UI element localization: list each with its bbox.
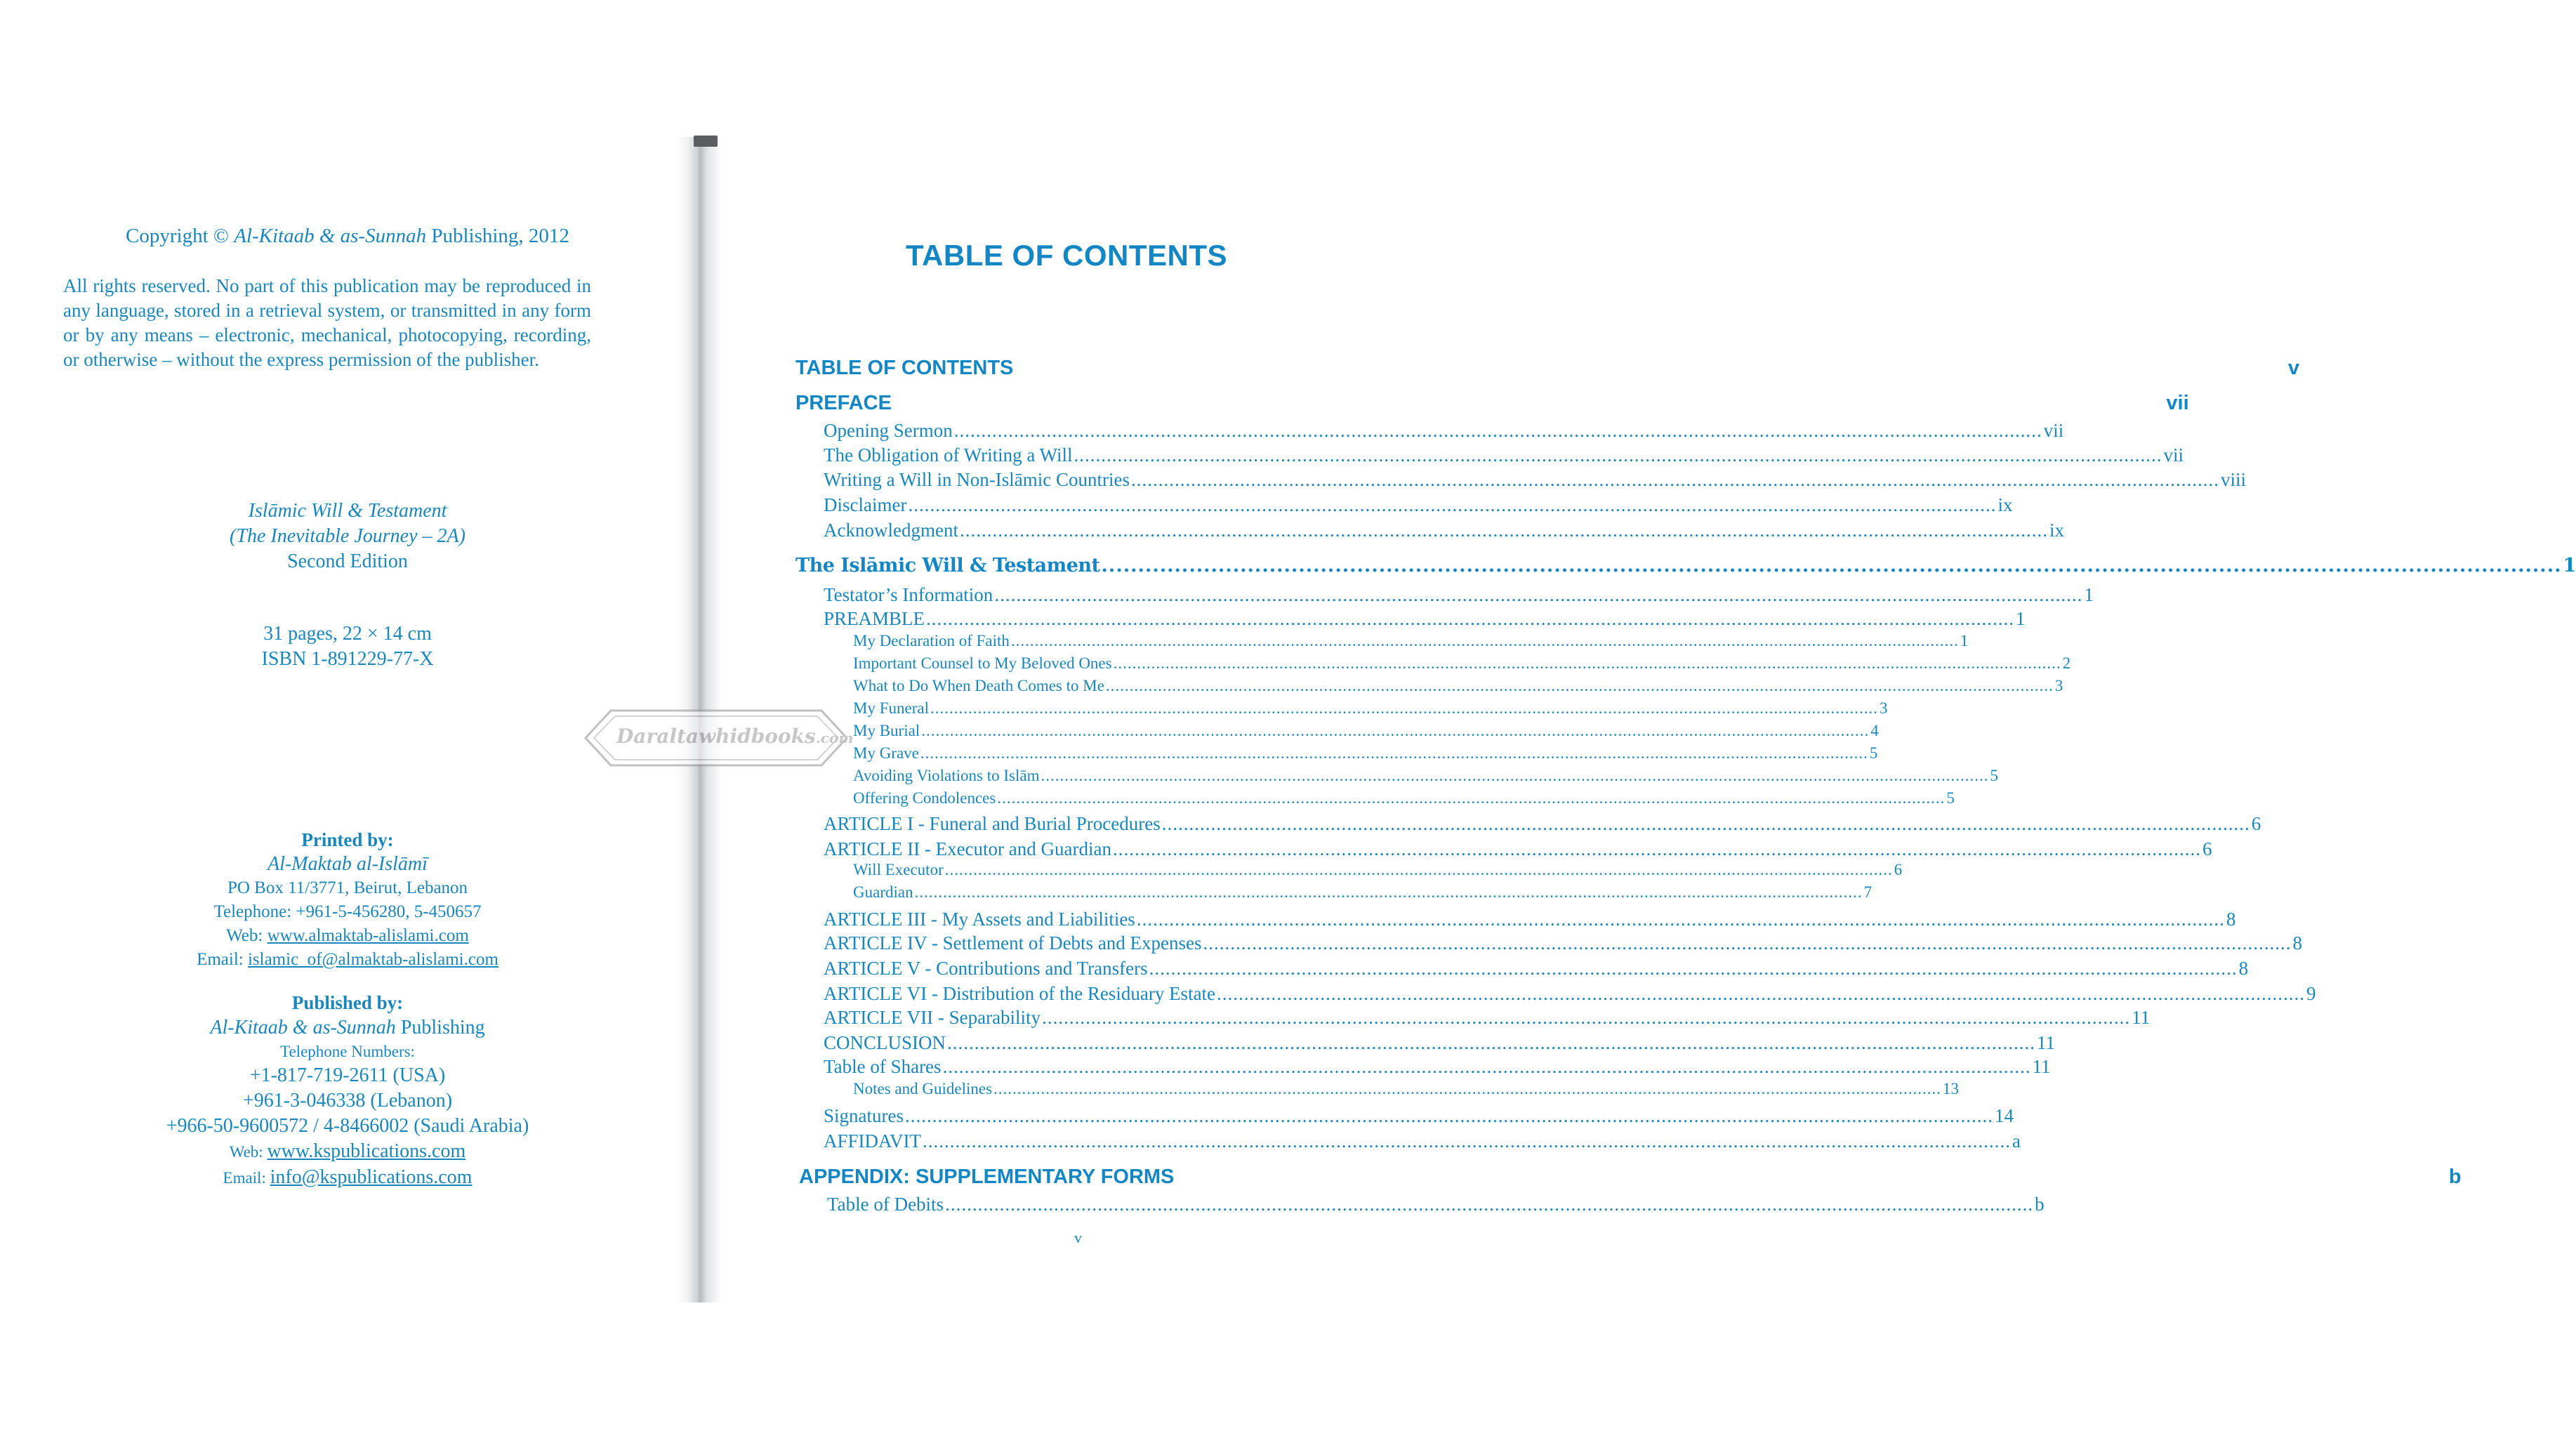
toc-entry-label: Acknowledgment [824, 520, 958, 541]
toc-leader-dots: ........................................................................................................................................................................................................ [914, 883, 1863, 901]
toc-entry-page: v [2287, 357, 2299, 379]
toc-entry-page: 7 [1863, 883, 1872, 901]
toc-entry-label: TABLE OF CONTENTS [795, 357, 1014, 379]
publisher-name-suffix: Publishing [395, 1017, 485, 1038]
toc-entry-label: AFFIDAVIT [824, 1130, 922, 1152]
toc-entry-page: 13 [1943, 1080, 1960, 1097]
toc-leader-dots: ........................................................................................................................................................................................................ [1112, 838, 2201, 859]
toc-leader-dots: ........................................................................................................................................................................................................ [953, 420, 2042, 441]
toc-leader-dots: ........................................................................................................................................................................................................ [930, 699, 1878, 717]
publisher-email-label: Email: [223, 1169, 270, 1187]
toc-entry[interactable] [824, 608, 2026, 630]
toc-leader-dots: ........................................................................................................................................................................................................ [920, 744, 1868, 762]
toc-subentry[interactable] [853, 789, 1955, 807]
spine-edge [694, 136, 718, 147]
toc-entry-page: 11 [2132, 1007, 2151, 1028]
toc-entry-page: 1 [2016, 608, 2026, 629]
toc-entry-label: Table of Shares [824, 1056, 942, 1077]
publisher-web-label: Web: [229, 1143, 267, 1161]
toc-entry-page: 3 [1879, 699, 1888, 717]
book-title-block [140, 499, 555, 574]
toc-entry-page: 11 [2032, 1056, 2051, 1077]
toc-title: TABLE OF CONTENTS [906, 239, 1228, 272]
toc-entry-page: 5 [1990, 767, 1998, 784]
toc-part-entry[interactable] [795, 555, 2576, 576]
toc-leader-dots: ........................................................................................................................................................................................................ [1131, 469, 2220, 490]
toc-entry[interactable] [824, 520, 2064, 541]
toc-subentry[interactable] [853, 654, 2071, 673]
toc-entry-page: 5 [1869, 744, 1878, 762]
toc-entry-page: 5 [1946, 789, 1955, 807]
toc-entry-label: ARTICLE I - Funeral and Burial Procedures [824, 813, 1161, 834]
copyright-prefix: Copyright © [126, 225, 235, 247]
toc-leader-dots: ........................................................................................................................................................................................................ [1041, 767, 1989, 784]
toc-leader-dots: ........................................................................................................................................................................................................ [1217, 983, 2306, 1004]
publisher-email [98, 1165, 597, 1191]
phone-heading: Telephone Numbers: [280, 1043, 415, 1060]
toc-entry-page: b [2035, 1194, 2045, 1215]
toc-entry-page: 3 [2054, 677, 2063, 694]
toc-entry-label: ARTICLE VI - Distribution of the Residuary Estate [824, 983, 1216, 1004]
toc-entry-page: vii [2163, 444, 2184, 466]
toc-entry-page: 14 [1995, 1105, 2014, 1126]
toc-entry-page: 1 [2563, 555, 2576, 576]
toc-entry-page: 8 [2226, 909, 2236, 930]
toc-entry-label: APPENDIX: SUPPLEMENTARY FORMS [799, 1166, 1175, 1188]
toc-entry[interactable] [824, 1007, 2151, 1029]
printer-email-label: Email: [197, 950, 248, 969]
publisher-name [98, 1015, 597, 1041]
toc-entry-page: 11 [2037, 1032, 2056, 1053]
book-specs [140, 621, 555, 672]
toc-subentry[interactable] [853, 632, 1969, 650]
toc-leader-dots: ........................................................................................................................................................................................................ [1149, 958, 2238, 979]
toc-entry[interactable] [824, 838, 2212, 860]
copyright-suffix: Publishing, 2012 [426, 225, 569, 247]
toc-leader-dots: ........................................................................................................................................................................................................ [921, 722, 1870, 739]
toc-entry-label: Testator’s Information [824, 584, 993, 605]
toc-entry-page: 6 [2251, 813, 2261, 834]
toc-leader-dots: ........................................................................................................................................................................................................ [1113, 654, 2061, 672]
toc-entry[interactable] [824, 420, 2064, 442]
book-subtitle: (The Inevitable Journey – 2A) [230, 525, 465, 547]
toc-entry-label: Guardian [853, 883, 913, 901]
toc-entry[interactable] [824, 1056, 2051, 1078]
toc-leader-dots: ........................................................................................................................................................................................................ [1010, 632, 1959, 649]
book-edition: Second Edition [287, 550, 408, 572]
publisher-web [98, 1139, 597, 1165]
toc-leader-dots: ........................................................................................................................................................................................................ [926, 608, 2015, 629]
rights-notice: All rights reserved. No part of this publication may be reproduced in any language, stored in a retrieval system, or transmitted in any form or by any means – electronic, mechanical, photocopying, recording, or otherwise – without the express permission of the publisher. [63, 275, 591, 370]
toc-entry-label: My Declaration of Faith [853, 632, 1010, 649]
toc-leader-dots: ........................................................................................................................................................................................................ [923, 1130, 2012, 1152]
toc-subentry[interactable] [853, 699, 1888, 718]
page-number: v [1074, 1229, 1082, 1246]
toc-entry-label: PREFACE [795, 392, 892, 414]
toc-entry-label: My Funeral [853, 699, 929, 717]
publisher-info [98, 990, 597, 1191]
toc-entry-label: The Obligation of Writing a Will [824, 444, 1073, 466]
toc-subentry[interactable] [853, 861, 1903, 879]
toc-entry-label: Avoiding Violations to Islām [853, 767, 1040, 784]
toc-entry-page: viii [2221, 469, 2247, 490]
toc-entry-page: 6 [2202, 838, 2212, 859]
toc-entry-page: b [2448, 1166, 2462, 1188]
toc-entry[interactable] [824, 813, 2261, 835]
printer-info [112, 827, 583, 972]
toc-leader-dots: ........................................................................................................................................................................................................ [908, 494, 1997, 515]
toc-subentry[interactable] [853, 1080, 1960, 1098]
toc-entry-page: 8 [2292, 932, 2303, 954]
toc-leader-dots: ........................................................................................................................................................................................................ [1101, 555, 2562, 576]
toc-entry-page: 8 [2238, 958, 2249, 979]
toc-entry-page: vii [2043, 420, 2064, 441]
toc-entry[interactable] [824, 909, 2236, 930]
toc-entry-label: Notes and Guidelines [853, 1080, 993, 1097]
printer-telephone: Telephone: +961-5-456280, 5-450657 [213, 902, 482, 921]
printer-email-link[interactable]: islamic_of@almaktab-alislami.com [247, 950, 498, 969]
toc-subentry[interactable] [853, 722, 1879, 740]
toc-leader-dots: ........................................................................................................................................................................................................ [945, 1194, 2034, 1215]
toc-entry[interactable] [824, 932, 2303, 954]
toc-section-entry[interactable] [795, 392, 2189, 415]
toc-entry-page: 2 [2062, 654, 2071, 672]
toc-entry-label: ARTICLE III - My Assets and Liabilities [824, 909, 1135, 930]
phone-saudi: +966-50-9600572 / 4-8466002 (Saudi Arabia) [166, 1115, 529, 1137]
watermark-text: Daraltawhidbooks.com [616, 725, 854, 748]
toc-entry-page: vii [2166, 392, 2189, 414]
toc-subentry[interactable] [853, 744, 1878, 763]
toc-leader-dots: ........................................................................................................................................................................................................ [905, 1105, 1993, 1126]
toc-leader-dots: ........................................................................................................................................................................................................ [994, 584, 2083, 605]
toc-entry-label: ARTICLE VII - Separability [824, 1007, 1041, 1028]
toc-entry-label: Disclaimer [824, 494, 907, 515]
publisher-web-link[interactable]: www.kspublications.com [267, 1140, 466, 1162]
toc-leader-dots: ........................................................................................................................................................................................................ [1136, 909, 2225, 930]
toc-entry[interactable] [824, 444, 2184, 466]
watermark [583, 708, 854, 768]
toc-leader-dots: ........................................................................................................................................................................................................ [1161, 813, 2250, 834]
toc-entry-label: ARTICLE V - Contributions and Transfers [824, 958, 1148, 979]
toc-entry-page: 6 [1894, 861, 1903, 878]
toc-entry-label: PREAMBLE [824, 608, 925, 629]
toc-entry-page: 1 [1960, 632, 1969, 649]
toc-entry-label: Offering Condolences [853, 789, 996, 807]
publisher-name-italic: Al-Kitaab & as-Sunnah [210, 1017, 396, 1038]
toc-leader-dots: ........................................................................................................................................................................................................ [942, 1056, 2031, 1077]
toc-entry-page: 9 [2306, 983, 2316, 1004]
toc-entry[interactable] [824, 494, 2013, 516]
book-title: Islāmic Will & Testament [248, 500, 447, 522]
toc-leader-dots: ........................................................................................................................................................................................................ [1105, 677, 2054, 694]
toc-entry-label: What to Do When Death Comes to Me [853, 677, 1104, 694]
printer-address: PO Box 11/3771, Beirut, Lebanon [227, 878, 468, 897]
toc-entry-page: 1 [2084, 584, 2094, 605]
toc-entry-label: My Burial [853, 722, 920, 739]
toc-entry-label: Writing a Will in Non-Islāmic Countries [824, 469, 1130, 490]
phone-lebanon: +961-3-046338 (Lebanon) [242, 1090, 453, 1112]
toc-leader-dots: ........................................................................................................................................................................................................ [1042, 1007, 2131, 1028]
toc-leader-dots: ........................................................................................................................................................................................................ [997, 789, 1946, 807]
toc-leader-dots: ........................................................................................................................................................................................................ [993, 1080, 1942, 1097]
printed-heading: Printed by: [301, 829, 394, 850]
toc-entry[interactable] [824, 983, 2316, 1005]
copyright-publisher: Al-Kitaab & as-Sunnah [234, 225, 427, 247]
toc-entry-label: Signatures [824, 1105, 904, 1126]
toc-entry[interactable] [827, 1194, 2045, 1215]
toc-entry-label: The Islāmic Will & Testament [795, 555, 1100, 576]
published-heading: Published by: [291, 992, 404, 1013]
toc-entry-label: ARTICLE IV - Settlement of Debts and Expenses [824, 932, 1202, 954]
toc-entry-label: Important Counsel to My Beloved Ones [853, 654, 1112, 672]
toc-entry-label: ARTICLE II - Executor and Guardian [824, 838, 1111, 859]
toc-entry-label: My Grave [853, 744, 919, 762]
toc-leader-dots: ........................................................................................................................................................................................................ [1074, 444, 2162, 466]
toc-entry-label: Will Executor [853, 861, 944, 878]
toc-entry-page: a [2012, 1130, 2021, 1152]
printer-name: Al-Maktab al-Islāmī [267, 853, 428, 875]
toc-section-entry[interactable] [799, 1166, 2462, 1189]
toc-leader-dots: ........................................................................................................................................................................................................ [944, 861, 1893, 878]
toc-leader-dots: ........................................................................................................................................................................................................ [1203, 932, 2292, 954]
toc-entry-page: ix [1997, 494, 2013, 515]
printer-web-label: Web: [226, 926, 267, 945]
toc-subentry[interactable] [853, 767, 1998, 785]
publisher-email-link[interactable]: info@kspublications.com [270, 1166, 473, 1188]
toc-entry[interactable] [824, 1130, 2021, 1152]
toc-section-entry[interactable] [795, 357, 2299, 380]
printer-email [112, 948, 583, 972]
toc-leader-dots: ........................................................................................................................................................................................................ [947, 1032, 2036, 1053]
toc-entry-page: 4 [1870, 722, 1879, 739]
toc-leader-dots: ........................................................................................................................................................................................................ [959, 520, 2048, 541]
toc-entry[interactable] [824, 469, 2247, 491]
toc-entry-label: CONCLUSION [824, 1032, 946, 1053]
isbn: ISBN 1-891229-77-X [261, 648, 434, 670]
toc-entry-label: Table of Debits [827, 1194, 944, 1215]
printer-web [112, 924, 583, 948]
phone-usa: +1-817-719-2611 (USA) [249, 1064, 446, 1086]
toc-entry[interactable] [824, 958, 2249, 979]
printer-web-link[interactable]: www.almaktab-alislami.com [267, 926, 469, 945]
toc-entry-label: Opening Sermon [824, 420, 953, 441]
page-count: 31 pages, 22 × 14 cm [263, 623, 432, 645]
toc-entry[interactable] [824, 1032, 2056, 1054]
toc-entry[interactable] [824, 584, 2094, 606]
toc-subentry[interactable] [853, 883, 1872, 902]
toc-entry[interactable] [824, 1105, 2014, 1127]
toc-entry-page: ix [2049, 520, 2064, 541]
toc-subentry[interactable] [853, 677, 2063, 695]
copyright-line [70, 225, 625, 248]
